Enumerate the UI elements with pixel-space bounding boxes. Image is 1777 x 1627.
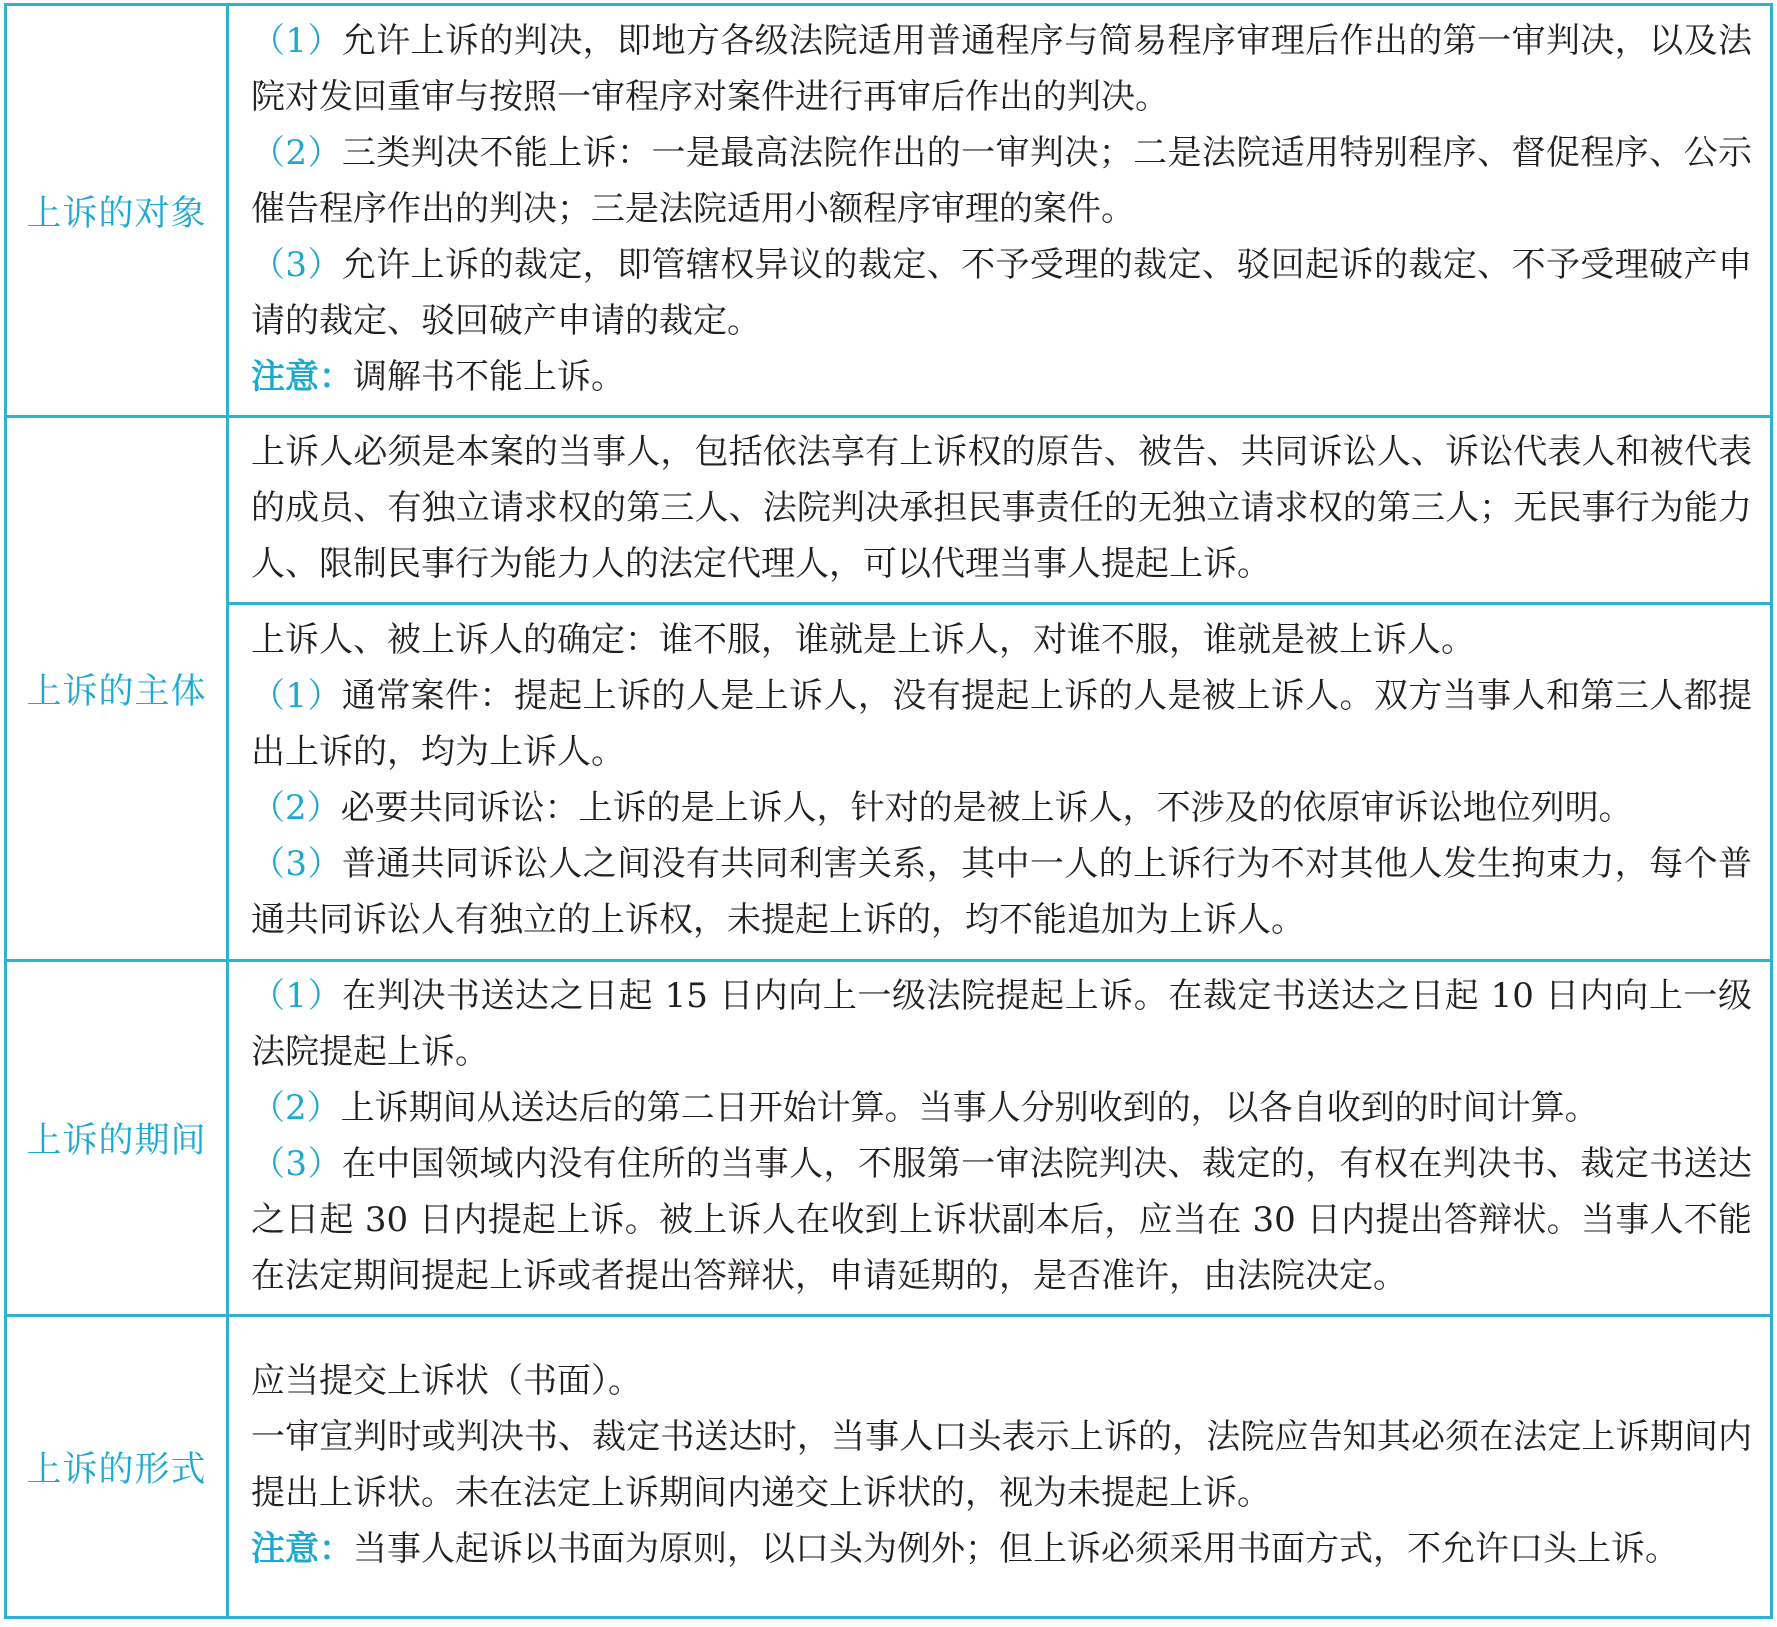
item-text: 在中国领域内没有住所的当事人，不服第一审法院判决、裁定的，有权在判决书、裁定书送达之日起 30 日内提起上诉。被上诉人在收到上诉状副本后，应当在 30 日内提出答辩状。当事人不能在法定期间提起上诉或者提出答辩状，申请延期的，是否准许，由法院决定。	[251, 1144, 1752, 1296]
item-text: 允许上诉的判决，即地方各级法院适用普通程序与简易程序审理后作出的第一审判决，以及法院对发回重审与按照一审程序对案件进行再审后作出的判决。	[251, 20, 1752, 117]
list-item	[251, 1136, 1752, 1304]
appeal-rules-table	[4, 3, 1773, 1619]
row-content-appeal-subject-determination	[228, 604, 1772, 961]
item-text: 在判决书送达之日起 15 日内向上一级法院提起上诉。在裁定书送达之日起 10 日内向上一级法院提起上诉。	[251, 976, 1752, 1072]
list-item	[251, 836, 1752, 948]
paragraph: 上诉人必须是本案的当事人，包括依法享有上诉权的原告、被告、共同诉讼人、诉讼代表人和被代表的成员、有独立请求权的第三人、法院判决承担民事责任的无独立请求权的第三人；无民事行为能力人、限制民事行为能力人的法定代理人，可以代理当事人提起上诉。	[251, 432, 1752, 584]
paragraph: 一审宣判时或判决书、裁定书送达时，当事人口头表示上诉的，法院应告知其必须在法定上诉期间内提出上诉状。未在法定上诉期间内递交上诉状的，视为未提起上诉。	[251, 1416, 1752, 1513]
item-number: （3）	[251, 244, 342, 285]
list-item	[251, 125, 1752, 237]
paragraph: 应当提交上诉状（书面）。	[251, 1360, 642, 1401]
item-number: （1）	[251, 20, 342, 61]
note-text: 当事人起诉以书面为原则，以口头为例外；但上诉必须采用书面方式，不允许口头上诉。	[353, 1528, 1679, 1569]
list-item	[251, 1080, 1752, 1136]
item-number: （3）	[251, 1144, 342, 1184]
note	[251, 1521, 1752, 1577]
list-item	[251, 968, 1752, 1080]
list-item	[251, 780, 1752, 836]
item-number: （1）	[251, 676, 342, 716]
note-label: 注意：	[251, 1528, 353, 1569]
item-number: （3）	[251, 844, 342, 884]
item-text: 上诉期间从送达后的第二日开始计算。当事人分别收到的，以各自收到的时间计算。	[340, 1088, 1599, 1128]
row-label-appeal-object: 上诉的对象	[6, 5, 228, 417]
item-number: （2）	[251, 1088, 341, 1128]
note-label: 注意：	[251, 356, 353, 397]
item-text: 通常案件：提起上诉的人是上诉人，没有提起上诉的人是被上诉人。双方当事人和第三人都提出上诉的，均为上诉人。	[251, 676, 1752, 772]
row-label-appeal-form: 上诉的形式	[6, 1316, 228, 1618]
list-item	[251, 237, 1752, 349]
table-row-appeal-subject-determination	[6, 604, 1772, 961]
row-content-appeal-subject-parties	[228, 417, 1772, 604]
paragraph: 上诉人、被上诉人的确定：谁不服，谁就是上诉人，对谁不服，谁就是被上诉人。	[251, 620, 1475, 660]
item-text: 允许上诉的裁定，即管辖权异议的裁定、不予受理的裁定、驳回起诉的裁定、不予受理破产申请的裁定、驳回破产申请的裁定。	[251, 244, 1752, 341]
table-row-appeal-form	[6, 1316, 1772, 1618]
table-row-appeal-period	[6, 961, 1772, 1316]
row-content-appeal-form	[228, 1316, 1772, 1618]
note-text: 调解书不能上诉。	[353, 356, 625, 397]
row-label-appeal-subject: 上诉的主体	[6, 417, 228, 961]
item-text: 必要共同诉讼：上诉的是上诉人，针对的是被上诉人，不涉及的依原审诉讼地位列明。	[340, 788, 1633, 828]
item-text: 三类判决不能上诉：一是最高法院作出的一审判决；二是法院适用特别程序、督促程序、公示催告程序作出的判决；三是法院适用小额程序审理的案件。	[251, 132, 1752, 229]
row-content-appeal-period	[228, 961, 1772, 1316]
item-number: （2）	[251, 788, 341, 828]
table-row-appeal-object	[6, 5, 1772, 417]
note	[251, 349, 1752, 405]
row-content-appeal-object	[228, 5, 1772, 417]
item-number: （1）	[251, 976, 343, 1016]
item-text: 普通共同诉讼人之间没有共同利害关系，其中一人的上诉行为不对其他人发生拘束力，每个普通共同诉讼人有独立的上诉权，未提起上诉的，均不能追加为上诉人。	[251, 844, 1752, 940]
item-number: （2）	[251, 132, 342, 173]
table-row-appeal-subject	[6, 417, 1772, 604]
list-item	[251, 668, 1752, 780]
list-item	[251, 13, 1752, 125]
row-label-appeal-period: 上诉的期间	[6, 961, 228, 1316]
